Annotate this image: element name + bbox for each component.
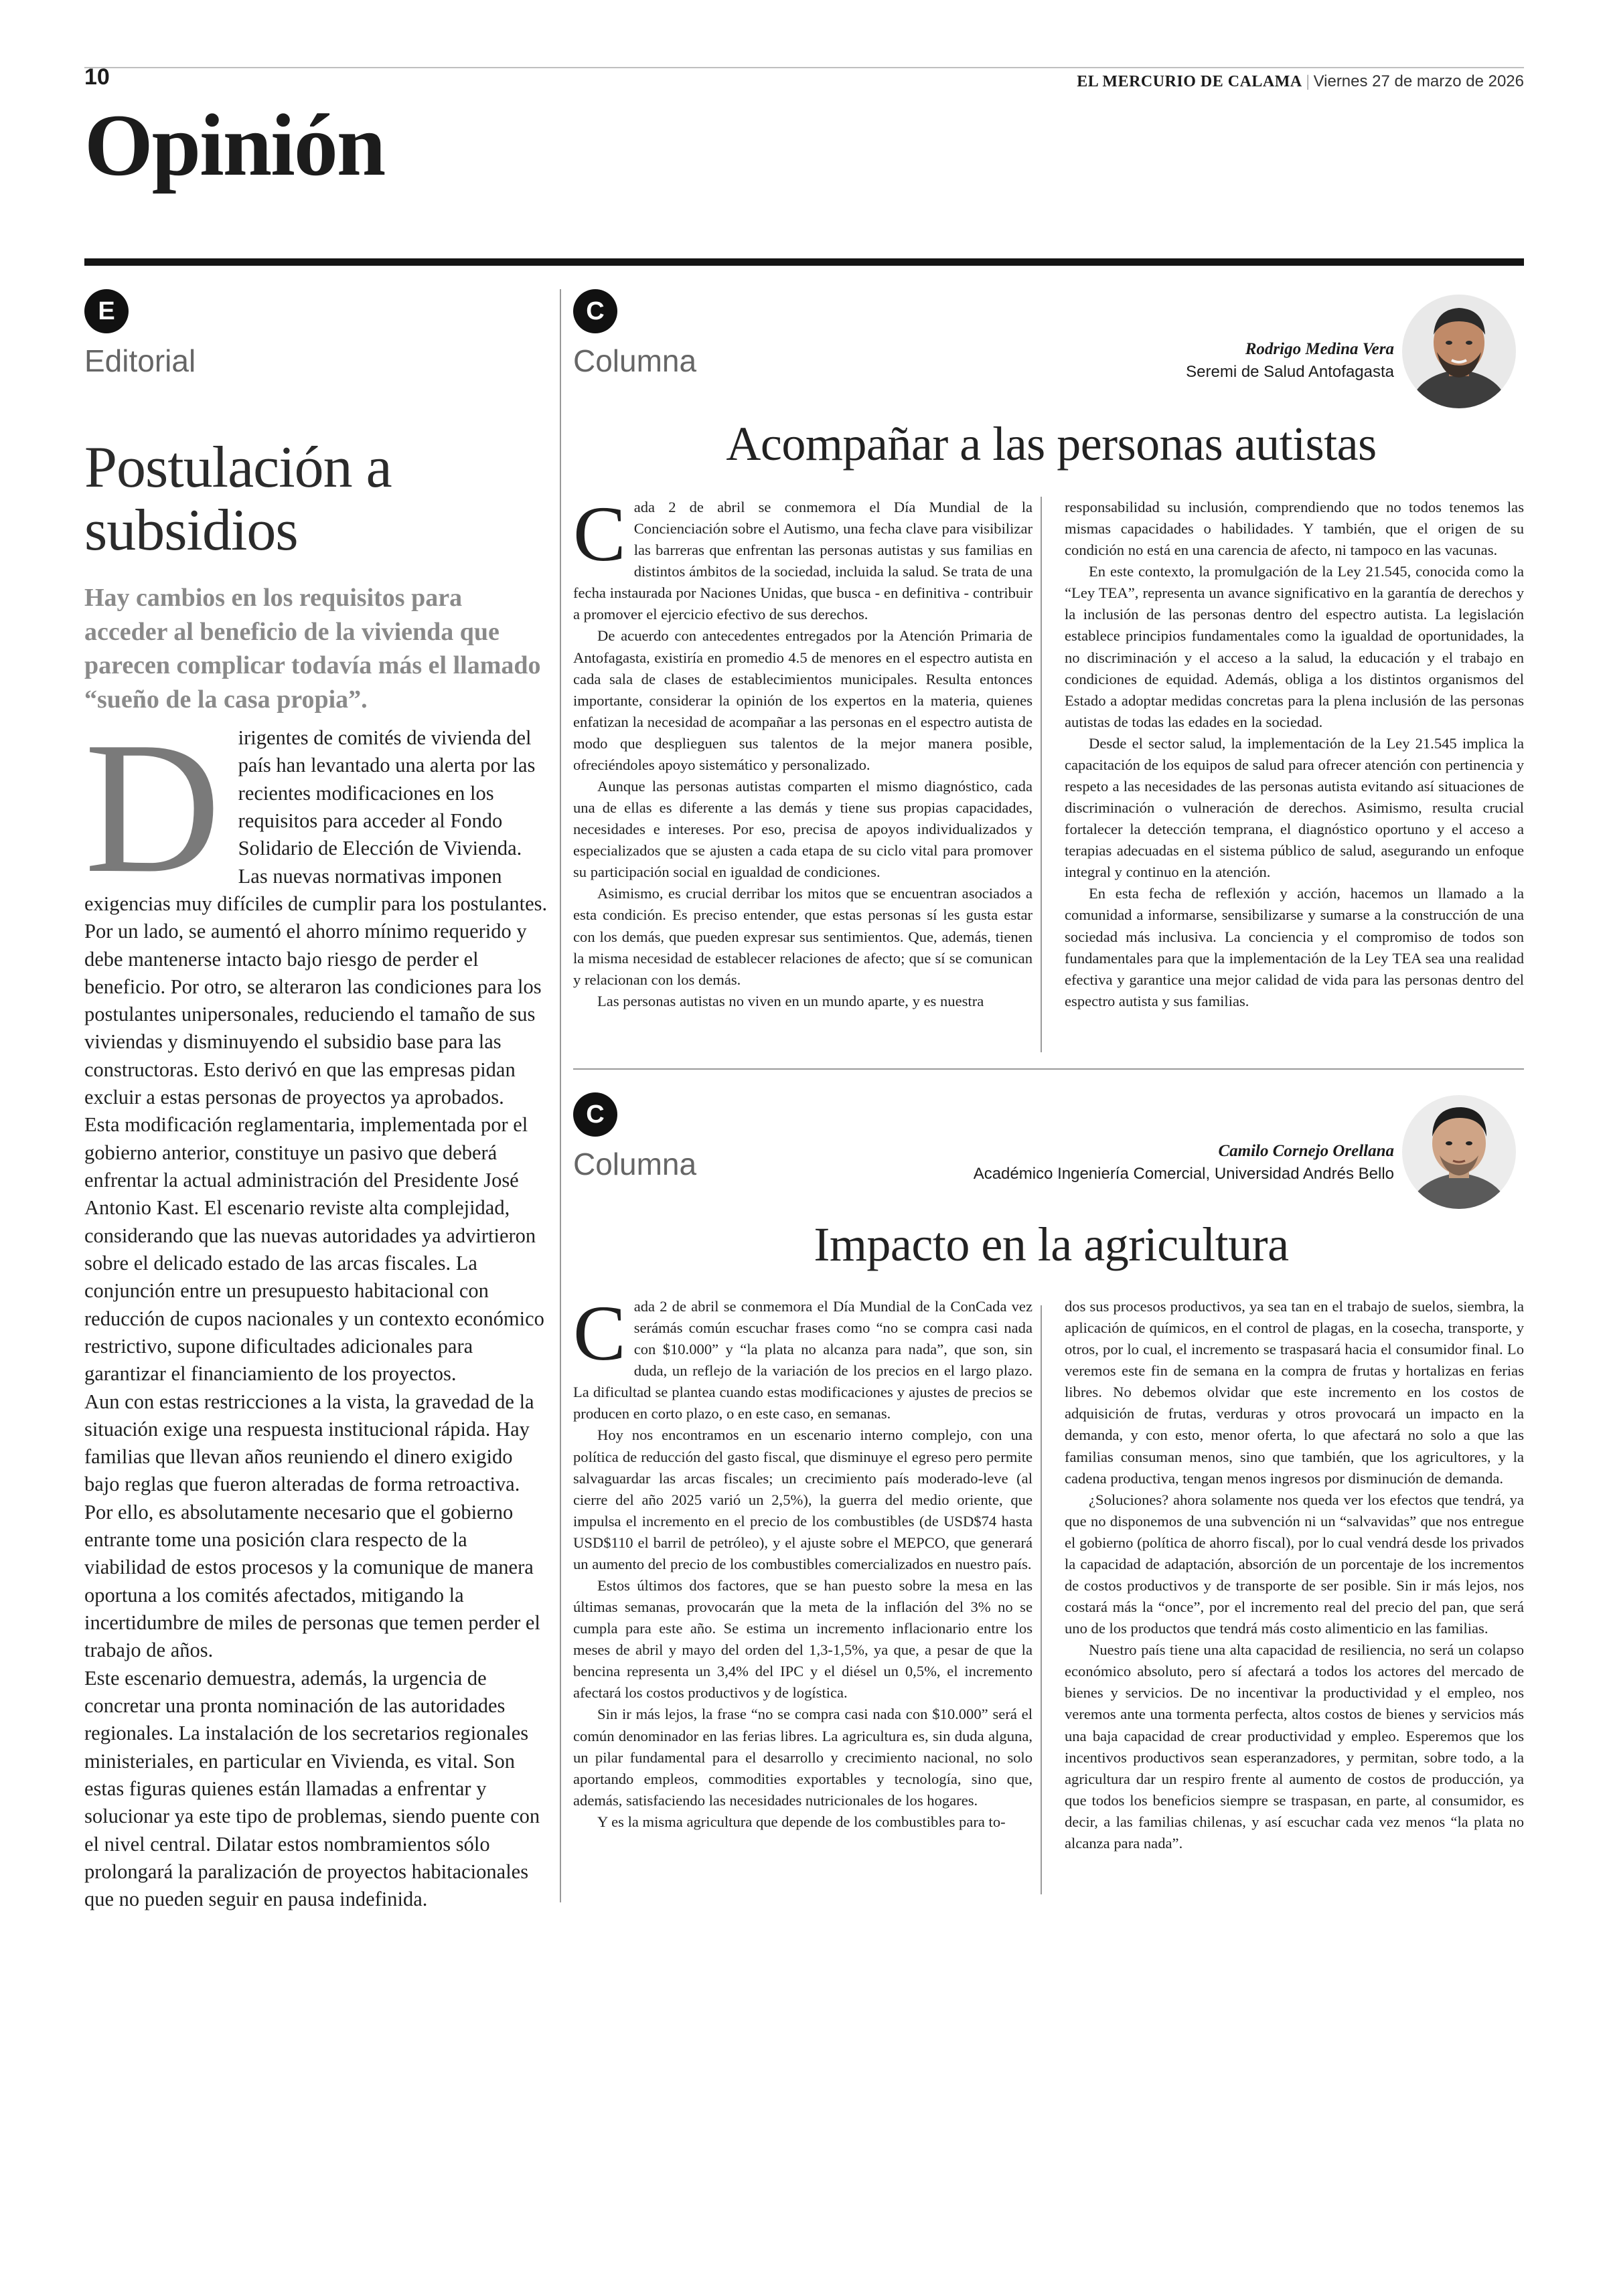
editorial-body: [84, 703, 548, 1913]
column2-drop-cap: C: [573, 1289, 626, 1377]
column1-drop-cap: C: [573, 490, 626, 578]
column2-paragraph: ¿Soluciones? ahora solamente nos queda ver los efectos que tendrá, ya que no disponemos de una subvención ni un “salvavidas” que nos entregue el gobierno (política de ahorro fiscal), por lo cual vendrá desde los privados la capacidad de adaptación, absorción de un porcentaje de los incrementos de costos productivos y de transporte de ser posible. Sin ir más lejos, nos costará más la “once”, por el incremento real del precio del pan, que será uno de los productos que tendrá más costo alimenticio en las familias.: [1065, 1491, 1524, 1637]
editorial-paragraph: Aun con estas restricciones a la vista, la gravedad de la situación exige una respuesta institucional rápida. Hay familias que llevan años reuniendo el dinero exigido bajo reglas que fueron alteradas de forma retroactiva. Por ello, es absolutamente necesario que el gobierno entrante tome una posición clara respecto de la viabilidad de estos procesos y la comunique de manera oportuna a los comités afectados, mitigando la incertidumbre de miles de personas que temen perder el trabajo de años.: [84, 1390, 540, 1662]
column-divider-left: [560, 289, 561, 1902]
column2-badge: C: [573, 1092, 617, 1137]
column1-author-role: Seremi de Salud Antofagasta: [1186, 363, 1394, 381]
column2-paragraph: Hoy nos encontramos en un escenario interno complejo, con una política de reducción del gasto fiscal, que disminuye el egreso pero permite salvaguardar las arcas fiscales; un crecimiento país moderado-leve (al cierre del año 2025 varió un 2,5%), la guerra del medio oriente, que impulsa el incremento en el precio de los combustibles (de USD$74 hasta USD$110 el barril de petróleo), y el ajuste sobre el MEPCO, que generará un aumento del precio de los combustibles comercializados en nuestro país.: [573, 1426, 1032, 1572]
editorial-drop-cap: D: [84, 703, 221, 912]
top-rule: [84, 67, 1524, 68]
column2-paragraph: Sin ir más lejos, la frase “no se compra casi nada con $10.000” será el común denominador en las ferias libres. La agricultura es, sin duda alguna, un pilar fundamental para el desarrollo y crecimiento nacional, no solo aportando empleos, commodities exportables y tecnología, sino que, además, satisfaciendo las necesidades nutricionales de los hogares.: [573, 1706, 1032, 1809]
column2-text-right: [1065, 1296, 1524, 1854]
editorial-paragraph: irigentes de comités de vivienda del país han levantado una alerta por las recientes modificaciones en los requisitos para acceder al Fondo Solidario de Elección de Vivienda. Las nuevas normativas imponen exigencias muy difíciles de cumplir para los postulantes. Por un lado, se aumentó el ahorro mínimo requerido y debe mantenerse intacto bajo riesgo de perder el beneficio. Por otro, se alteraron las condiciones para los postulantes unipersonales, reduciendo el tamaño de sus viviendas y disminuyendo el subsidio base para las constructoras. Esto derivó en que las empresas pidan excluir a estas personas de proyectos ya aprobados.: [84, 726, 548, 1109]
column2-paragraph: Estos últimos dos factores, que se han puesto sobre la mesa en las últimas semanas, provocarán que la meta de la inflación del 3% no se cumpla para este año. Se estima un incremento inflacionario entre los meses de abril y mayo del orden del 1,3-1,5%, ya que, a pesar de que la bencina representa un 3,4% del IPC y el diésel un 0,5%, el incremento afectará los costos productivos y de logística.: [573, 1577, 1032, 1702]
column1-paragraph: responsabilidad su inclusión, comprendiendo que no todos tenemos las mismas capacidades o habilidades. Y también, que el origen de su condición no está en una carencia de afecto, ni tampoco en las vacunas.: [1065, 499, 1524, 559]
column1-paragraph: En este contexto, la promulgación de la Ley 21.545, conocida como la “Ley TEA”, representa un avance significativo en la garantía de derechos y la inclusión de las personas dentro del espectro autista. La legislación establece principios fundamentales como la igualdad de oportunidades, la no discriminación y el acceso a la salud, la educación y el trabajo en condiciones de equidad. Además, obliga a los distintos organismos del Estado a adoptar medidas concretas para la plena inclusión de las personas autistas de todas las edades en la sociedad.: [1065, 563, 1524, 730]
section-title: Opinión: [84, 96, 385, 194]
column2-kind-label: Columna: [573, 1147, 697, 1181]
column1-body: [573, 490, 1524, 1012]
column2-paragraph: dos sus procesos productivos, ya sea tan en el trabajo de suelos, siembra, la aplicación de químicos, en el control de plagas, en la cosecha, transporte, y otros, por lo cual, el incremento se traspasará hacia el consumidor final. Lo veremos este fin de semana en la compra de frutas y hortalizas en ferias libres. No debemos olvidar que este incremento en los costos de adquisición de frutas, verduras y otros provocará un impacto en la demanda, y con esto, menor oferta, lo que afectará no solo a que las familias consuman menos, sino que también, que los agricultores, y la cadena productiva, tengan menos ingresos por disminución de demanda.: [1065, 1298, 1524, 1487]
editorial-paragraph: Este escenario demuestra, además, la urgencia de concretar una pronta nominación de las autoridades regionales. La instalación de los secretarios regionales ministeriales, en particular en Vivienda, es vital. Son estas figuras quienes están llamadas a enfrentar y solucionar ya este tipo de problemas, siendo puente con el nivel central. Dilatar estos nombramientos sólo prolongará la paralización de proyectos habitacionales que no pueden seguir en pausa indefinida.: [84, 1666, 540, 1911]
column2-text-left: [573, 1289, 1032, 1854]
editorial-badge: E: [84, 289, 129, 333]
editorial-title: Postulación a subsidios: [84, 435, 392, 564]
column2-paragraph: Nuestro país tiene una alta capacidad de resiliencia, no será un colapso económico absoluto, pero sí afectará a todos los actores del mercado de bienes y servicios. De no incentivar la productividad y el empleo, nos veremos ante una tormenta perfecta, altos costos de bienes y servicios más una baja capacidad de crear productividad y empleo. Esperemos que los incentivos productivos sean esperanzadores, y permitan, sobre todo, a la agricultura dar un respiro frente al aumento de costos de producción, ya que todos los beneficios siempre se traspasan, en parte, al consumidor, es decir, a las familias chilenas, y así escuchar cada vez menos “la plata no alcanza para nada”.: [1065, 1641, 1524, 1852]
editorial-lead: Hay cambios en los requisitos para acceder al beneficio de la vivienda que parecen complicar todavía más el llamado “sueño de la casa propia”.: [84, 584, 541, 714]
column1-paragraph: Aunque las personas autistas comparten el mismo diagnóstico, cada una de ellas es diferente a las demás y tiene sus propias capacidades, necesidades e intereses. Por eso, precisa de apoyos individualizados y especializados que se ajusten a cada etapa de su ciclo vital para promover su participación social en igualdad de condiciones.: [573, 778, 1032, 881]
column1-author-name: Rodrigo Medina Vera: [1245, 340, 1394, 358]
column2-paragraph: Y es la misma agricultura que depende de los combustibles para to-: [597, 1813, 1006, 1830]
column1-paragraph: Las personas autistas no viven en un mundo aparte, y es nuestra: [597, 992, 984, 1009]
column2-byline: [791, 1142, 1394, 1183]
editorial-paragraph: Esta modificación reglamentaria, implementada por el gobierno anterior, constituye un pasivo que deberá enfrentar la actual administración del Presidente José Antonio Kast. El escenario reviste alta complejidad, considerando que las nuevas autoridades ya advirtieron sobre el delicado estado de las arcas fiscales. La conjunción entre un presupuesto habitacional con reducción de cupos nacionales y un contexto económico restrictivo, supone dificultades adicionales para garantizar el financiamiento de los proyectos.: [84, 1113, 544, 1386]
page-number: 10: [84, 64, 110, 90]
column1-title: Acompañar a las personas autistas: [726, 417, 1377, 471]
column1-paragraph: Desde el sector salud, la implementación de la Ley 21.545 implica la capacitación de los equipos de salud para ofrecer atención con pertinencia y respeto a las necesidades de las personas autista evitando así situaciones de discriminación o vulneración de derechos. Asimismo, resulta crucial fortalecer la detección temprana, el diagnóstico oportuno y el acceso a terapias adecuadas en el sistema público de salud, asegurando un enfoque integral y continuo en la atención.: [1065, 734, 1524, 881]
column2-author-name: Camilo Cornejo Orellana: [1218, 1142, 1394, 1160]
issue-date: Viernes 27 de marzo de 2026: [1313, 72, 1524, 90]
column1-paragraph: Asimismo, es crucial derribar los mitos que se encuentran asociados a esta condición. Es preciso entender, que estas personas sí les gusta estar con los demás, que pueden expresar sus sentimientos. Que, además, tienen la misma necesidad de establecer relaciones de afecto; que sí se comunican y relacionan con los demás.: [573, 885, 1032, 988]
column2-author-role: Académico Ingeniería Comercial, Universidad Andrés Bello: [973, 1165, 1394, 1183]
masthead: [1077, 72, 1524, 91]
column1-author-photo: [1402, 295, 1516, 408]
column-separator-rule: [573, 1068, 1524, 1070]
column1-byline: [925, 340, 1394, 382]
column1-paragraph: En esta fecha de reflexión y acción, hacemos un llamado a la comunidad a informarse, sensibilizarse y sumarse a la construcción de una sociedad más inclusiva. La conciencia y el compromiso de todos son fundamentales para que la implementación de la Ley TEA sea una realidad efectiva y garantice una mejor calidad de vida para las personas dentro del espectro autista y sus familias.: [1065, 885, 1524, 1009]
editorial-kind-label: Editorial: [84, 343, 196, 378]
column1-kind-label: Columna: [573, 343, 697, 378]
column1-paragraph: De acuerdo con antecedentes entregados por la Atención Primaria de Antofagasta, existiría en promedio 4.5 de menores en el espectro autista en cada sala de clases de establecimientos municipales. Resulta entonces importante, considerar la opinión de los expertos en la materia, quienes enfatizan la necesidad de acompañar a las personas en el espectro autista de modo que desplieguen sus talentos de la mejor manera posible, ofreciéndoles apoyo sistemático y personalizado.: [573, 627, 1032, 773]
column2-paragraph: ada 2 de abril se conmemora el Día Mundial de la ConCada vez serámás común escuchar frases como “no se compra casi nada con $10.000” y “la plata no alcanza para nada”, que son, sin duda, un reflejo de la variación de los precios en el largo plazo. La dificultad se plantea cuando estas modificaciones y ajustes de precios se producen en corto plazo, o en este caso, en semanas.: [573, 1298, 1032, 1422]
column2-author-photo: [1402, 1095, 1516, 1209]
section-rule: [84, 258, 1524, 266]
masthead-separator: |: [1306, 73, 1310, 90]
publication-name: EL MERCURIO DE CALAMA: [1077, 73, 1302, 90]
column1-paragraph: ada 2 de abril se conmemora el Día Mundial de la Concienciación sobre el Autismo, una fecha clave para visibilizar las barreras que enfrentan las personas autistas y sus familias en distintos ámbitos de la sociedad, incluida la salud. Se trata de una fecha instaurada por Naciones Unidas, que busca - en definitiva - contribuir a promover el ejercicio efectivo de sus derechos.: [573, 499, 1032, 623]
column2-title: Impacto en la agricultura: [814, 1218, 1289, 1271]
column1-text-left: [573, 490, 1032, 1012]
column1-badge: C: [573, 289, 617, 333]
column1-text-right: [1065, 497, 1524, 1012]
column2-body: [573, 1289, 1524, 1854]
